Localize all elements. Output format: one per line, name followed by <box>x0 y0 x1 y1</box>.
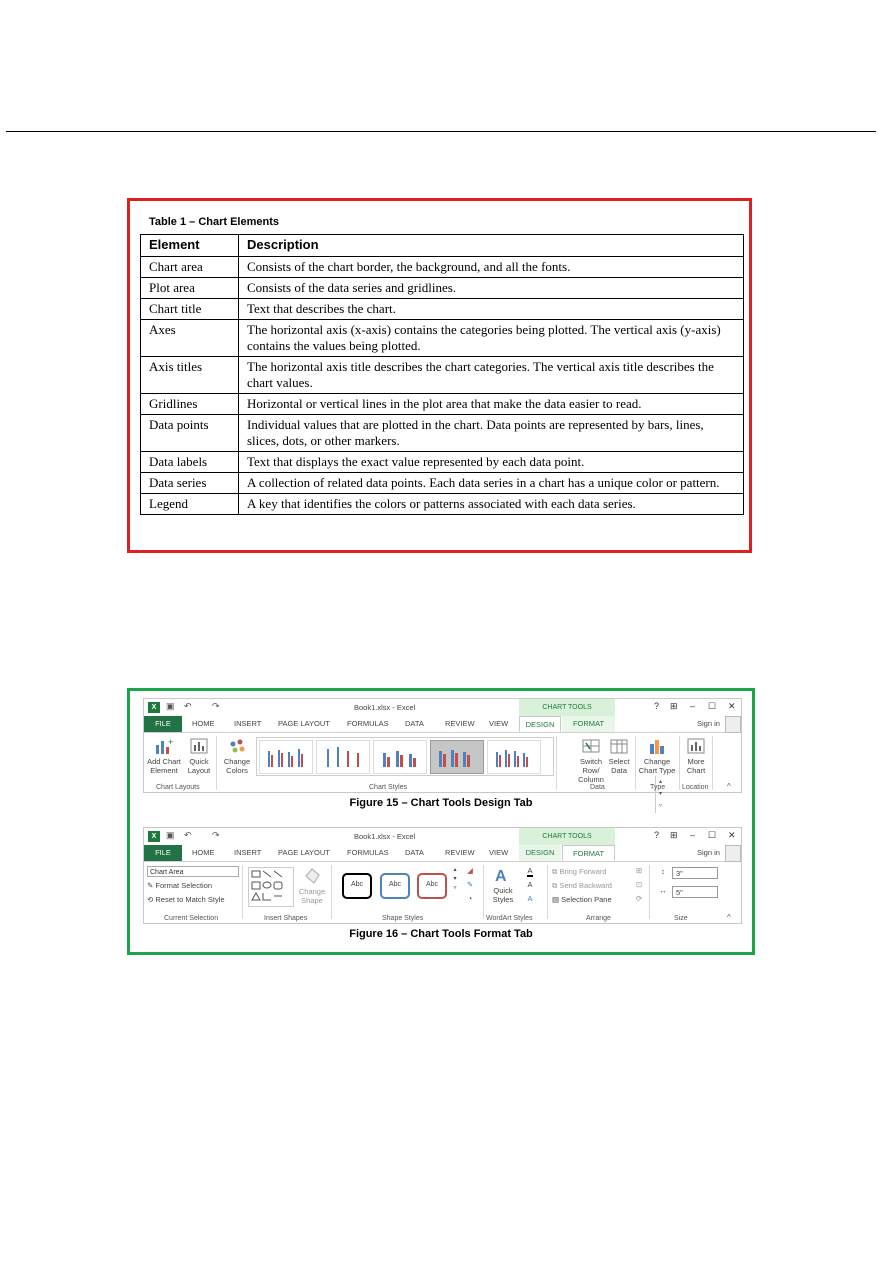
tab-home[interactable]: HOME <box>192 719 215 728</box>
change-chart-type-label: Change Chart Type <box>638 757 676 775</box>
group-separator <box>242 865 243 919</box>
send-backward-icon: ⧉ <box>552 881 560 890</box>
element-cell: Chart title <box>141 299 239 320</box>
element-cell: Legend <box>141 494 239 515</box>
tab-formulas[interactable]: FORMULAS <box>347 848 389 857</box>
header-description: Description <box>239 235 744 257</box>
help-icon[interactable]: ? <box>654 701 660 711</box>
chart-style-thumb[interactable] <box>316 740 370 774</box>
tab-data[interactable]: DATA <box>405 848 424 857</box>
format-selection-label: Format Selection <box>155 881 213 890</box>
group-separator <box>483 865 484 919</box>
shape-style-red[interactable]: Abc <box>417 873 447 899</box>
add-chart-element-button[interactable] <box>146 737 182 775</box>
text-effects-button[interactable] <box>522 894 538 903</box>
ribbon-tab-row <box>144 716 741 733</box>
change-chart-type-button[interactable] <box>638 737 676 775</box>
reset-icon: ⟲ <box>147 895 156 904</box>
ribbon-tab-row <box>144 845 741 862</box>
minimize-icon[interactable]: – <box>690 830 696 840</box>
group-label-current-selection: Current Selection <box>164 915 219 922</box>
chart-style-preview-icon <box>317 741 369 773</box>
format-selection-icon: ✎ <box>147 881 156 890</box>
description-cell: Individual values that are plotted in the chart. Data points are represented by bars, lines, slices, dots, or other markers. <box>239 415 744 452</box>
send-backward-label: Send Backward <box>559 881 612 890</box>
ribbon-figures-frame <box>127 688 755 955</box>
description-cell: Horizontal or vertical lines in the plot area that make the data easier to read. <box>239 394 744 415</box>
table-row <box>141 452 744 473</box>
reset-to-match-style-button[interactable] <box>147 895 225 904</box>
description-cell: A collection of related data points. Each data series in a chart has a unique color or pattern. <box>239 473 744 494</box>
quick-styles-label: Quick Styles <box>492 886 514 904</box>
title-bar <box>144 699 741 716</box>
close-icon[interactable]: ✕ <box>728 701 736 711</box>
tab-formulas[interactable]: FORMULAS <box>347 719 389 728</box>
chart-elements-table-frame <box>127 198 752 553</box>
chart-style-thumb[interactable] <box>259 740 313 774</box>
title-bar <box>144 828 741 845</box>
save-icon[interactable]: ▣ <box>166 830 175 840</box>
help-icon[interactable]: ? <box>654 830 660 840</box>
change-shape-label: Change Shape <box>298 887 326 905</box>
tab-design[interactable]: DESIGN <box>519 845 561 861</box>
chart-style-thumb-selected[interactable] <box>430 740 484 774</box>
change-colors-label: Change Colors <box>223 757 251 775</box>
add-chart-element-label: Add Chart Element <box>147 757 181 775</box>
avatar[interactable] <box>725 716 741 733</box>
format-selection-button[interactable] <box>147 881 212 890</box>
group-label-arrange: Arrange <box>586 915 611 922</box>
ribbon-display-icon[interactable]: ⊞ <box>670 830 678 840</box>
collapse-ribbon-icon[interactable]: ^ <box>727 782 731 791</box>
maximize-icon[interactable]: ☐ <box>708 701 717 711</box>
chart-style-preview-icon <box>431 741 483 773</box>
rotate-icon: ⟳ <box>635 894 643 903</box>
undo-icon[interactable]: ↶ <box>184 830 192 840</box>
group-label-data: Data <box>590 784 605 791</box>
table-row <box>141 278 744 299</box>
element-cell: Plot area <box>141 278 239 299</box>
group-label-location: Location <box>682 784 709 791</box>
selection-pane-icon: ▤ <box>552 895 562 904</box>
group-label-size: Size <box>674 915 688 922</box>
bring-forward-label: Bring Forward <box>559 867 607 876</box>
excel-logo-icon: X <box>148 831 160 842</box>
table-row <box>141 299 744 320</box>
tab-review[interactable]: REVIEW <box>445 719 475 728</box>
gallery-scrollbar[interactable]: ▴ ▾ ▿ <box>655 776 665 813</box>
element-cell: Chart area <box>141 257 239 278</box>
excel-logo-icon: X <box>148 702 160 713</box>
chart-style-thumb[interactable] <box>373 740 427 774</box>
element-cell: Data points <box>141 415 239 452</box>
select-data-label: Select Data <box>608 757 630 775</box>
shape-styles-scrollbar[interactable]: ▴ ▾ ▿ <box>453 867 457 891</box>
element-cell: Axis titles <box>141 357 239 394</box>
shape-fill-icon: ◢ <box>467 866 473 875</box>
shape-effects-button[interactable] <box>462 894 478 903</box>
insert-shapes-gallery[interactable] <box>248 867 294 907</box>
move-chart-icon <box>686 737 706 755</box>
align-icon: ⊞ <box>635 866 643 875</box>
figure-15-caption: Figure 15 – Chart Tools Design Tab <box>349 797 533 809</box>
element-cell: Data series <box>141 473 239 494</box>
group-icon: ⊡ <box>635 880 643 889</box>
change-shape-button[interactable] <box>297 867 327 905</box>
group-separator <box>331 865 332 919</box>
shape-outline-button[interactable] <box>462 880 478 889</box>
table-row <box>141 415 744 452</box>
group-label-insert-shapes: Insert Shapes <box>264 915 308 922</box>
text-fill-icon: A <box>527 866 533 875</box>
chart-style-preview-icon <box>260 741 312 773</box>
switch-row-column-label: Switch Row/ Column <box>578 757 604 784</box>
table-row <box>141 494 744 515</box>
sign-in-link[interactable]: Sign in <box>697 719 720 728</box>
change-colors-button[interactable] <box>222 737 252 775</box>
group-separator <box>547 865 548 919</box>
quick-layout-label: Quick Layout <box>187 757 211 775</box>
tab-view[interactable]: VIEW <box>489 848 509 857</box>
redo-icon[interactable]: ↷ <box>212 830 220 840</box>
sign-in-link[interactable]: Sign in <box>697 848 720 857</box>
group-button[interactable] <box>632 880 646 889</box>
group-label-type: Type <box>650 784 666 791</box>
svg-text:+: + <box>168 737 174 747</box>
table-row <box>141 357 744 394</box>
align-button[interactable] <box>632 866 646 875</box>
bring-forward-button[interactable] <box>552 867 607 877</box>
tab-page-layout[interactable]: PAGE LAYOUT <box>278 848 330 857</box>
chart-tools-label: CHART TOOLS <box>519 828 615 845</box>
table-row <box>141 394 744 415</box>
format-ribbon-screenshot <box>143 827 742 924</box>
tab-view[interactable]: VIEW <box>489 719 509 728</box>
table-row <box>141 320 744 357</box>
selection-pane-button[interactable] <box>552 895 612 904</box>
chart-style-preview-icon <box>488 741 540 773</box>
tab-file[interactable]: FILE <box>144 845 182 861</box>
tab-file[interactable]: FILE <box>144 716 182 732</box>
send-backward-button[interactable] <box>552 881 612 891</box>
change-chart-type-icon <box>647 737 667 755</box>
group-separator <box>649 865 650 919</box>
add-chart-element-icon <box>154 737 174 755</box>
change-colors-icon <box>227 737 247 755</box>
window-title: Book1.xlsx - Excel <box>354 703 416 712</box>
reset-to-match-style-label: Reset to Match Style <box>155 895 225 904</box>
text-outline-icon: A <box>527 880 533 889</box>
description-cell: Consists of the data series and gridlines. <box>239 278 744 299</box>
change-shape-icon <box>302 867 322 885</box>
description-cell: Text that displays the exact value represented by each data point. <box>239 452 744 473</box>
table-header-row <box>141 235 744 257</box>
tab-insert[interactable]: INSERT <box>234 848 262 857</box>
quick-layout-button[interactable] <box>184 737 214 775</box>
text-effects-icon: A <box>527 894 533 903</box>
table-row <box>141 473 744 494</box>
group-separator <box>679 736 680 790</box>
avatar[interactable] <box>725 845 741 862</box>
description-cell: The horizontal axis (x-axis) contains the categories being plotted. The vertical axis (y-axis) contains the values being plotted. <box>239 320 744 357</box>
tab-page-layout[interactable]: PAGE LAYOUT <box>278 719 330 728</box>
tab-design[interactable]: DESIGN <box>519 716 561 732</box>
tab-format[interactable]: FORMAT <box>562 845 615 861</box>
group-separator <box>712 736 713 790</box>
shape-style-blue[interactable]: Abc <box>380 873 410 899</box>
svg-text:A: A <box>495 868 507 884</box>
group-label-chart-layouts: Chart Layouts <box>156 784 200 791</box>
shape-fill-button[interactable] <box>462 866 478 875</box>
chart-elements-table <box>140 234 744 515</box>
ribbon-display-icon[interactable]: ⊞ <box>670 701 678 711</box>
description-cell: A key that identifies the colors or patterns associated with each data series. <box>239 494 744 515</box>
minimize-icon[interactable]: – <box>690 701 696 711</box>
table-row <box>141 257 744 278</box>
move-chart-label: More Chart <box>686 757 706 775</box>
group-label-shape-styles: Shape Styles <box>382 915 424 922</box>
select-data-icon <box>609 737 629 755</box>
move-chart-button[interactable] <box>682 737 710 775</box>
group-label-wordart-styles: WordArt Styles <box>486 915 533 922</box>
group-separator <box>556 736 557 790</box>
element-cell: Data labels <box>141 452 239 473</box>
text-fill-button[interactable] <box>522 866 538 875</box>
shape-outline-icon: ✎ <box>466 880 474 889</box>
bring-forward-icon: ⧉ <box>552 867 560 876</box>
chart-style-preview-icon <box>374 741 426 773</box>
quick-layout-icon <box>189 737 209 755</box>
tab-review[interactable]: REVIEW <box>445 848 475 857</box>
tab-data[interactable]: DATA <box>405 719 424 728</box>
description-cell: Consists of the chart border, the background, and all the fonts. <box>239 257 744 278</box>
height-input[interactable]: 3" <box>672 867 718 879</box>
tab-home[interactable]: HOME <box>192 848 215 857</box>
group-separator <box>635 736 636 790</box>
selection-pane-label: Selection Pane <box>561 895 612 904</box>
rotate-button[interactable] <box>632 894 646 903</box>
collapse-ribbon-icon[interactable]: ^ <box>727 913 731 922</box>
quick-styles-button[interactable] <box>488 866 518 904</box>
figure-16-caption: Figure 16 – Chart Tools Format Tab <box>349 928 533 940</box>
close-icon[interactable]: ✕ <box>728 830 736 840</box>
chart-style-thumb[interactable] <box>487 740 541 774</box>
tab-format[interactable]: FORMAT <box>562 716 615 732</box>
chart-tools-label: CHART TOOLS <box>519 699 615 716</box>
table-body <box>141 257 744 515</box>
element-cell: Gridlines <box>141 394 239 415</box>
element-cell: Axes <box>141 320 239 357</box>
chart-elements-dropdown[interactable]: Chart Area <box>147 866 239 877</box>
group-label-chart-styles: Chart Styles <box>369 784 408 791</box>
width-icon: ↔ <box>659 886 667 895</box>
header-element: Element <box>141 235 239 257</box>
select-data-button[interactable] <box>607 737 631 775</box>
shapes-icon <box>249 868 293 906</box>
switch-row-column-button[interactable] <box>571 737 611 784</box>
description-cell: Text that describes the chart. <box>239 299 744 320</box>
width-input[interactable]: 5" <box>672 886 718 898</box>
group-separator <box>216 736 217 790</box>
maximize-icon[interactable]: ☐ <box>708 830 717 840</box>
switch-row-column-icon <box>581 737 601 755</box>
text-outline-button[interactable] <box>522 880 538 889</box>
horizontal-rule <box>6 131 876 132</box>
description-cell: The horizontal axis title describes the chart categories. The vertical axis title describes the chart values. <box>239 357 744 394</box>
undo-icon[interactable]: ↶ <box>184 701 192 711</box>
save-icon[interactable]: ▣ <box>166 701 175 711</box>
height-icon: ↕ <box>661 867 665 876</box>
quick-styles-icon <box>493 866 513 884</box>
table-caption: Table 1 – Chart Elements <box>149 216 280 228</box>
window-title: Book1.xlsx - Excel <box>354 832 416 841</box>
shape-effects-icon: ◔ <box>467 894 473 903</box>
shape-style-black[interactable]: Abc <box>342 873 372 899</box>
tab-insert[interactable]: INSERT <box>234 719 262 728</box>
redo-icon[interactable]: ↷ <box>212 701 220 711</box>
